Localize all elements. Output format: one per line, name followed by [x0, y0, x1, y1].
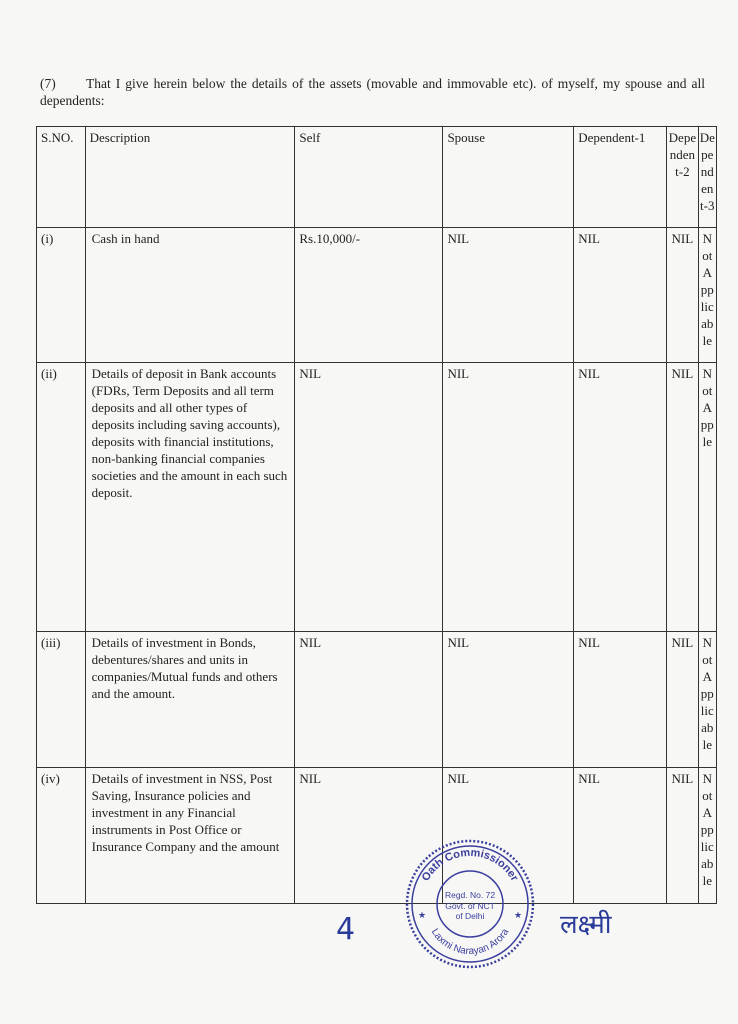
row-dependent-3: Not Applicable	[698, 228, 716, 363]
intro-paragraph	[40, 75, 705, 109]
row-dependent-2: NIL	[667, 632, 698, 768]
assets-table	[36, 126, 717, 904]
header-dependent-3: Dependent-3	[698, 127, 716, 228]
row-sno: (ii)	[37, 363, 86, 632]
header-description: Description	[85, 127, 295, 228]
row-dependent-1: NIL	[574, 228, 667, 363]
star-icon: ★	[514, 910, 523, 920]
row-sno: (iii)	[37, 632, 86, 768]
row-dependent-2: NIL	[667, 363, 698, 632]
stamp-line-3: of Delhi	[455, 911, 485, 921]
row-dependent-1: NIL	[574, 632, 667, 768]
table-row	[37, 632, 717, 768]
row-dependent-3: Not Applicable	[698, 632, 716, 768]
header-spouse: Spouse	[443, 127, 574, 228]
row-spouse: NIL	[443, 228, 574, 363]
row-description: Cash in hand	[85, 228, 295, 363]
row-description: Details of deposit in Bank accounts (FDRs, Term Deposits and all term deposits and all other types of deposits including saving accounts), deposits with financial institutions, non-banking financial companies societies and the amount in each such deposit.	[85, 363, 295, 632]
row-sno: (i)	[37, 228, 86, 363]
row-spouse: NIL	[443, 768, 574, 904]
row-self: NIL	[295, 363, 443, 632]
stamp-top-text: Oath Commissioner	[419, 846, 521, 884]
row-dependent-2: NIL	[667, 768, 698, 904]
row-self: Rs.10,000/-	[295, 228, 443, 363]
row-self: NIL	[295, 768, 443, 904]
row-dependent-3: Not Apple	[698, 363, 716, 632]
row-description: Details of investment in Bonds, debentures/shares and units in companies/Mutual funds and others and the amount.	[85, 632, 295, 768]
header-dependent-1: Dependent-1	[574, 127, 667, 228]
row-dependent-2: NIL	[667, 228, 698, 363]
row-self: NIL	[295, 632, 443, 768]
table-row	[37, 228, 717, 363]
row-dependent-3: Not Applicable	[698, 768, 716, 904]
header-sno: S.NO.	[37, 127, 86, 228]
row-sno: (iv)	[37, 768, 86, 904]
table-header-row	[37, 127, 717, 228]
stamp-line-2: Govt. of NCT	[445, 901, 495, 911]
row-spouse: NIL	[443, 632, 574, 768]
header-dependent-2: Dependent-2	[667, 127, 698, 228]
table-row	[37, 768, 717, 904]
header-self: Self	[295, 127, 443, 228]
table-row	[37, 363, 717, 632]
stamp-bottom-text: Laxmi Narayan Arora	[428, 926, 512, 958]
row-dependent-1: NIL	[574, 768, 667, 904]
oath-commissioner-stamp	[404, 838, 536, 970]
row-spouse: NIL	[443, 363, 574, 632]
row-dependent-1: NIL	[574, 363, 667, 632]
stamp-line-1: Regd. No. 72	[444, 890, 496, 900]
row-description: Details of investment in NSS, Post Saving, Insurance policies and investment in any Financial instruments in Post Office or Insurance Company and the amount	[85, 768, 295, 904]
signature-right: लक्ष्मी	[560, 910, 612, 940]
intro-text: That I give herein below the details of the assets (movable and immovable etc). of myself, my spouse and all dependents:	[40, 76, 705, 108]
item-number: (7)	[40, 76, 56, 91]
signature-mark-left: 4	[336, 912, 356, 947]
star-icon: ★	[418, 910, 427, 920]
